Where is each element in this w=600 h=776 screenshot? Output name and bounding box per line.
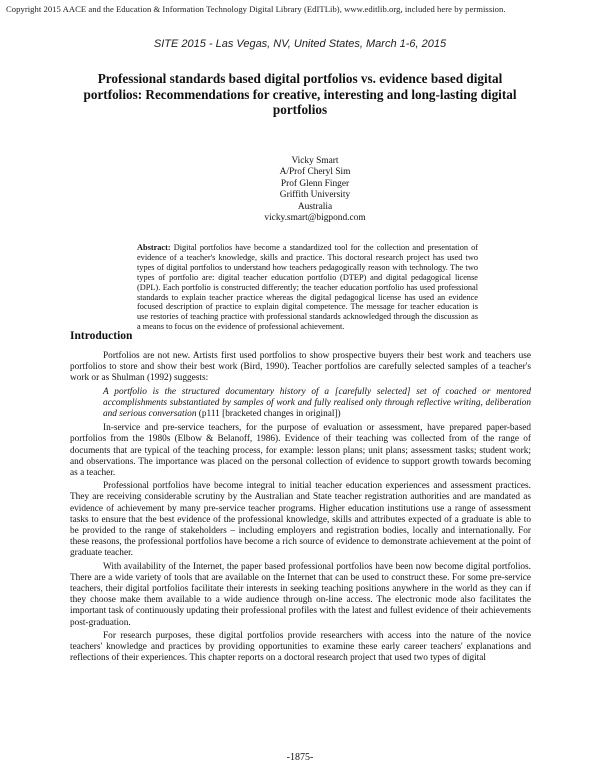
author-name: A/Prof Cheryl Sim [279, 167, 351, 178]
abstract-text: Digital portfolios have become a standardized tool for the collection and presentation of evidence of a teacher's knowledge, skills and practice. This doctoral research project has used two types of digital portfolios to understand how teachers pedagogically reason with technology. The two types of portfolio are: digital teacher education portfolio (DTEP) and digital pedagogical license (DPL). Each portfolio is constructed differently; the teacher education portfolio has used professional standards to explain teacher practice whereas the digital pedagogical license has used an evidence focused description of practice to explain digital competence. The message for teacher education is use restories of teaching practice with professional standards acknowledged through the discussion as a means to focus on the evidence of professional achievement. [137, 243, 478, 332]
quote-text: A portfolio is the structured documentary history of a [carefully selected] set of coached or mentored accomplishments substantiated by samples of work and fully realised only through reflective writing, deliberation and serious conversation [103, 386, 531, 420]
author-country: Australia [297, 201, 333, 212]
author-name: Vicky Smart [291, 156, 339, 166]
paper-title: Professional standards based digital portfolios vs. evidence based digital portfolios: Recommendations for creative, interesting and long-lasting digital portfolios [83, 71, 517, 117]
author-name: Prof Glenn Finger [280, 178, 350, 189]
paragraph: For research purposes, these digital portfolios provide researchers with access into the nature of the novice teachers' knowledge and practices by providing opportunities to examine these early career teachers' explanations and reflections of their experiences. This chapter reports on a doctoral research project that used two types of digital [70, 630, 531, 664]
section-heading: Introduction [70, 330, 133, 342]
paragraph: Portfolios are not new. Artists first used portfolios to show prospective buyers their best work and teachers use portfolios to store and show their best work (Bird, 1990). Teacher portfolios are carefully selected samples of a teacher's work or as Shulman (1992) suggests: [70, 351, 531, 384]
author-affiliation: Griffith University [279, 190, 351, 201]
abstract [137, 243, 478, 332]
paragraph: With availability of the Internet, the paper based professional portfolios have been now become digital portfolios. There are a wide variety of tools that are available on the Internet that can be used to construct these. For some pre-service teachers, their digital portfolios facilitate their interests in seeking teaching positions anywhere in the world as they can if they choose make them available to a wide audience through on-line access. The electronic mode also facilitates the important task of continuously updating their professional profiles with the latest and fullest evidence of their achievements post-graduation. [70, 561, 531, 628]
page-number: -1875- [286, 752, 314, 763]
copyright-notice: Copyright 2015 AACE and the Education & Information Technology Digital Library (EdITLib), www.editlib.org, included here by permission. [6, 4, 506, 14]
paragraph: Professional portfolios have become integral to initial teacher education experiences and assessment practices. They are receiving considerable scrutiny by the Australian and State teacher registration authorities and are mandated as evidence of achievement by many pre-service teacher programs. Higher education institutions use a range of assessment tasks to ensure that the best evidence of the professional knowledge, skills and attributes expected of a graduate is able to be provided to the range of stakeholders – including employers and registration bodies, locally and internationally. For these reasons, the professional portfolios have become a rich source of evidence to demonstrate achievement at the point of graduate teacher. [70, 481, 531, 559]
block-quote [103, 387, 531, 421]
body-text [70, 351, 531, 666]
abstract-label: Abstract: [137, 243, 171, 252]
quote-citation: (p111 [bracketed changes in original]) [196, 409, 341, 420]
author-email: vicky.smart@bigpond.com [264, 213, 366, 224]
paragraph: In-service and pre-service teachers, for the purpose of evaluation or assessment, have prepared paper-based portfolios from the 1980s (Elbow & Belanoff, 1986). Evidence of their teaching was collected from of the range of documents that are typical of the teaching process, for example: lesson plans; unit plans; assessment tasks; student work; and observations. The importance was placed on the personal collection of evidence to support growth towards becoming as a teacher. [70, 423, 531, 479]
author-block [0, 156, 600, 224]
conference-header: SITE 2015 - Las Vegas, NV, United States, March 1-6, 2015 [153, 38, 447, 50]
